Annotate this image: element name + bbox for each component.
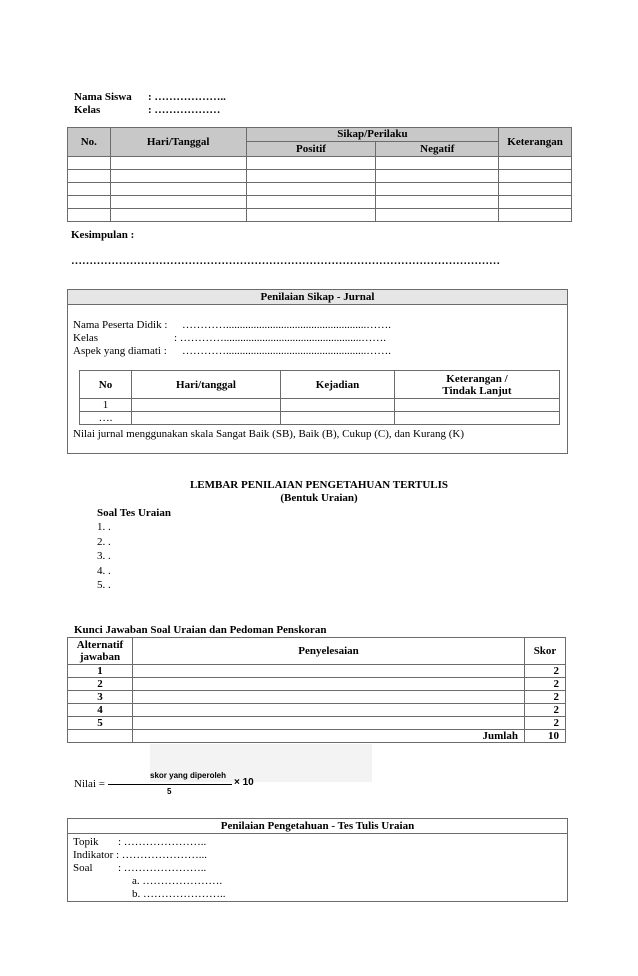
col-keterangan: Keterangan xyxy=(499,128,572,157)
kunci-skor-5: 2 xyxy=(525,717,566,730)
kunci-skor-2: 2 xyxy=(525,678,566,691)
list-item: 4. . xyxy=(97,564,111,577)
table-row xyxy=(80,412,560,425)
tes-tulis-title: Penilaian Pengetahuan - Tes Tulis Uraian xyxy=(68,819,567,834)
sikap-table xyxy=(67,127,572,222)
nama-siswa-label: Nama Siswa xyxy=(74,91,132,103)
table-row xyxy=(68,730,566,743)
table-row xyxy=(80,399,560,412)
kunci-col-penyelesaian: Penyelesaian xyxy=(133,638,525,665)
jurnal-col-kejadian: Kejadian xyxy=(281,371,395,399)
list-item: 2. . xyxy=(97,535,111,548)
list-item: 5. . xyxy=(97,579,111,591)
jurnal-nama-value: …………...................................................……. xyxy=(182,319,391,331)
kunci-jumlah-value: 10 xyxy=(525,730,566,743)
jurnal-col-ket-line1: Keterangan / xyxy=(446,372,508,385)
kunci-alt-1: 1 xyxy=(68,665,133,678)
indikator-label: Indikator xyxy=(73,849,114,861)
table-row xyxy=(68,183,572,196)
col-no: No. xyxy=(68,128,111,157)
lembar-title: LEMBAR PENILAIAN PENGETAHUAN TERTULIS xyxy=(189,479,449,491)
kunci-alt-2: 2 xyxy=(68,678,133,691)
table-row xyxy=(68,157,572,170)
jurnal-kelas-value: : …………..................................................……. xyxy=(174,332,387,344)
soal-list xyxy=(97,520,111,593)
col-negatif: Negatif xyxy=(376,141,499,156)
soal-value: : ………………….. xyxy=(118,862,207,874)
topik-label: Topik xyxy=(73,836,99,848)
kunci-col-alt-line1: Alternatif xyxy=(76,639,124,651)
jurnal-row2-no: …. xyxy=(80,412,132,425)
kunci-skor-4: 2 xyxy=(525,704,566,717)
jurnal-nama-label: Nama Peserta Didik : xyxy=(73,319,168,331)
kunci-title: Kunci Jawaban Soal Uraian dan Pedoman Penskoran xyxy=(74,624,327,636)
jurnal-col-ket-line2: Tindak Lanjut xyxy=(442,384,512,397)
table-row xyxy=(68,209,572,222)
kunci-skor-1: 2 xyxy=(525,665,566,678)
nilai-label: Nilai = xyxy=(74,778,105,790)
soal-tes-uraian-label: Soal Tes Uraian xyxy=(97,507,171,519)
jurnal-col-hari: Hari/tanggal xyxy=(132,371,281,399)
lembar-subtitle: (Bentuk Uraian) xyxy=(280,492,358,504)
kelas-value: : ……………… xyxy=(148,104,221,116)
table-row xyxy=(68,717,566,730)
formula-denominator: 5 xyxy=(167,787,172,796)
list-item: 3. . xyxy=(97,550,111,562)
kunci-table xyxy=(67,637,566,743)
formula-numerator: skor yang diperoleh xyxy=(150,771,227,780)
tes-tulis-box xyxy=(67,818,568,902)
list-item: 1. . xyxy=(97,521,111,533)
kunci-col-alt-line2: jawaban xyxy=(79,651,121,663)
table-row xyxy=(68,691,566,704)
col-hari-tanggal: Hari/Tanggal xyxy=(110,128,246,157)
jurnal-aspek-label: Aspek yang diamati : xyxy=(73,345,167,357)
formula-times: × 10 xyxy=(234,777,254,788)
kunci-col-alternatif xyxy=(68,638,133,665)
kesimpulan-label: Kesimpulan : xyxy=(71,229,135,241)
topik-value: : ………………….. xyxy=(118,836,207,848)
col-positif: Positif xyxy=(246,141,376,156)
kunci-alt-5: 5 xyxy=(68,717,133,730)
soal-a: a. …………………. xyxy=(132,875,223,887)
table-row xyxy=(68,196,572,209)
kesimpulan-dots: ……………………………………………………………………………………………………… xyxy=(71,255,500,267)
fraction-line xyxy=(108,784,232,785)
kelas-label: Kelas xyxy=(74,104,101,116)
kunci-jumlah-label: Jumlah xyxy=(133,730,525,743)
table-row xyxy=(68,665,566,678)
indikator-value: : …………………... xyxy=(116,849,208,861)
jurnal-row1-no: 1 xyxy=(80,399,132,412)
table-row xyxy=(68,170,572,183)
kunci-alt-3: 3 xyxy=(68,691,133,704)
jurnal-col-no: No xyxy=(80,371,132,399)
jurnal-note: Nilai jurnal menggunakan skala Sangat Baik (SB), Baik (B), Cukup (C), dan Kurang (K) xyxy=(73,428,465,440)
soal-label: Soal xyxy=(73,862,93,874)
soal-b: b. ………………….. xyxy=(132,888,226,900)
nama-siswa-value: : ……………….. xyxy=(148,91,226,103)
table-row xyxy=(68,678,566,691)
kunci-col-skor: Skor xyxy=(525,638,566,665)
kunci-skor-3: 2 xyxy=(525,691,566,704)
col-sikap-perilaku: Sikap/Perilaku xyxy=(246,128,499,142)
table-row xyxy=(68,704,566,717)
jurnal-title: Penilaian Sikap - Jurnal xyxy=(68,290,567,305)
jurnal-kelas-label: Kelas xyxy=(73,332,99,344)
kunci-alt-4: 4 xyxy=(68,704,133,717)
jurnal-aspek-value: …………...................................................……. xyxy=(182,345,391,357)
jurnal-box xyxy=(67,289,568,454)
jurnal-table xyxy=(79,370,560,425)
jurnal-col-keterangan xyxy=(395,371,560,399)
